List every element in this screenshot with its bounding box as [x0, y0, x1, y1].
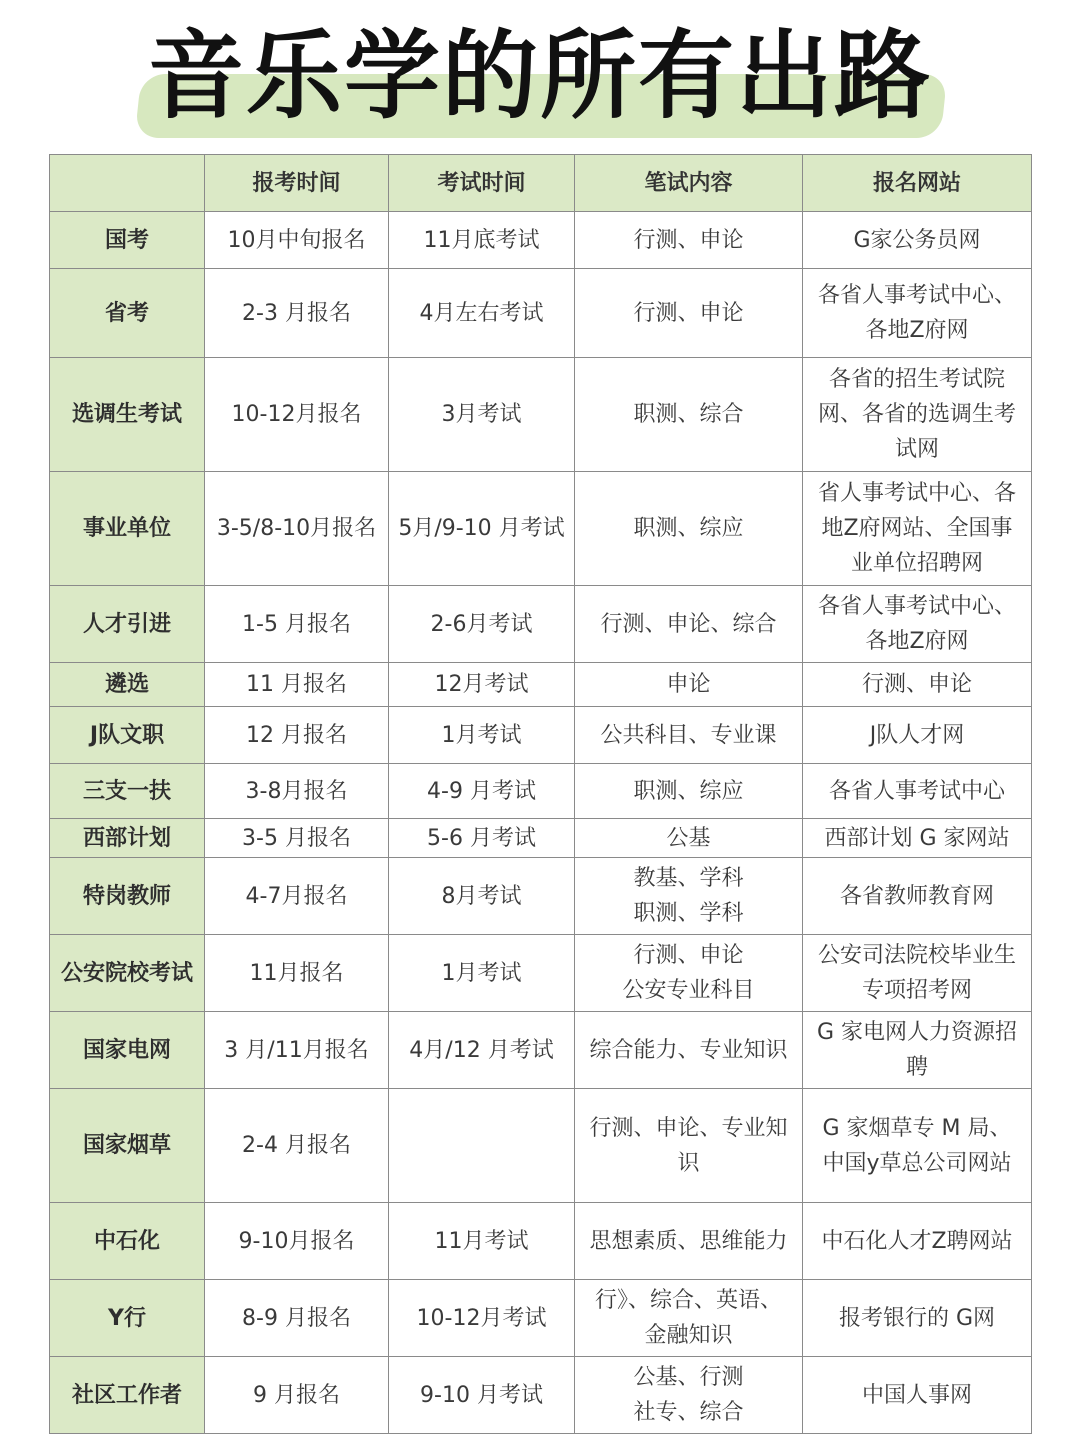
- cell-line: 各地Z府网: [865, 629, 969, 654]
- cell-line: 公基: [666, 825, 711, 851]
- cell-line: 职测、综应: [633, 516, 744, 541]
- cell-signup-site: [803, 858, 1032, 935]
- header-corner: [50, 155, 205, 212]
- cell-exam-time: 9-10 月考试: [389, 1357, 575, 1434]
- table-row: [50, 858, 1032, 935]
- cell-line: 各地Z府网: [865, 318, 969, 343]
- cell-written-content: [575, 663, 803, 707]
- cell-line: 中国y草总公司网站: [822, 1150, 1012, 1176]
- cell-exam-time: 12月考试: [389, 663, 575, 707]
- cell-line: 网、各省的选调生考: [817, 402, 1016, 427]
- table-row: [50, 212, 1032, 269]
- cell-written-content: [575, 707, 803, 764]
- cell-signup-site: [803, 935, 1032, 1012]
- cell-line: 公安专业科目: [622, 978, 755, 1003]
- row-category: 选调生考试: [50, 358, 205, 472]
- cell-exam-time: 1月考试: [389, 935, 575, 1012]
- page-title: 音乐学的所有出路: [148, 20, 932, 132]
- cell-exam-time: 1月考试: [389, 707, 575, 764]
- row-category: 遴选: [50, 663, 205, 707]
- cell-signup-time: 10-12月报名: [205, 358, 389, 472]
- cell-line: 行测、申论: [633, 300, 744, 326]
- cell-exam-time: 4月左右考试: [389, 269, 575, 358]
- header-signup-time: 报考时间: [205, 155, 389, 212]
- row-category: 公安院校考试: [50, 935, 205, 1012]
- table-row: [50, 358, 1032, 472]
- cell-line: 综合能力、专业知识: [589, 1037, 788, 1063]
- cell-exam-time: 4月/12 月考试: [389, 1012, 575, 1089]
- cell-line: 行测、申论: [633, 227, 744, 253]
- cell-signup-time: 3 月/11月报名: [205, 1012, 389, 1089]
- cell-line: 教基、学科: [633, 866, 744, 891]
- cell-written-content: [575, 935, 803, 1012]
- career-table: [49, 154, 1032, 1434]
- cell-signup-time: 9 月报名: [205, 1357, 389, 1434]
- row-category: 社区工作者: [50, 1357, 205, 1434]
- cell-signup-site: [803, 819, 1032, 858]
- cell-written-content: [575, 586, 803, 663]
- cell-written-content: [575, 819, 803, 858]
- table-row: [50, 1012, 1032, 1089]
- table-header-row: [50, 155, 1032, 212]
- row-category: Y行: [50, 1280, 205, 1357]
- table-row: [50, 819, 1032, 858]
- cell-written-content: [575, 764, 803, 819]
- table-row: [50, 707, 1032, 764]
- cell-line: 行测、申论、综合: [600, 611, 777, 637]
- cell-signup-site: [803, 212, 1032, 269]
- table-body: [50, 212, 1032, 1434]
- table-row: [50, 586, 1032, 663]
- cell-line: 业单位招聘网: [850, 551, 983, 576]
- header-signup-site: 报名网站: [803, 155, 1032, 212]
- row-category: 三支一扶: [50, 764, 205, 819]
- cell-signup-time: 9-10月报名: [205, 1203, 389, 1280]
- cell-line: 各省教师教育网: [839, 883, 994, 909]
- cell-signup-time: 8-9 月报名: [205, 1280, 389, 1357]
- cell-signup-time: 3-5/8-10月报名: [205, 472, 389, 586]
- row-category: 西部计划: [50, 819, 205, 858]
- cell-line: 识: [677, 1150, 700, 1176]
- row-category: 中石化: [50, 1203, 205, 1280]
- cell-line: G家公务员网: [853, 227, 981, 253]
- cell-line: J队人才网: [869, 722, 965, 748]
- table-row: [50, 935, 1032, 1012]
- cell-line: 西部计划 G 家网站: [824, 825, 1010, 851]
- cell-written-content: [575, 269, 803, 358]
- cell-line: 行测、申论: [861, 672, 972, 697]
- cell-written-content: [575, 358, 803, 472]
- cell-signup-site: [803, 358, 1032, 472]
- cell-line: 行测、申论、专业知: [589, 1115, 788, 1141]
- cell-written-content: [575, 1357, 803, 1434]
- cell-line: 中石化人才Z聘网站: [821, 1228, 1013, 1254]
- row-category: 省考: [50, 269, 205, 358]
- cell-signup-site: [803, 1203, 1032, 1280]
- row-category: 国家电网: [50, 1012, 205, 1089]
- cell-line: 公安司法院校毕业生: [817, 943, 1016, 968]
- cell-line: 各省人事考试中心、: [817, 283, 1016, 308]
- cell-line: 申论: [666, 672, 711, 697]
- cell-signup-time: 3-8月报名: [205, 764, 389, 819]
- cell-exam-time: 10-12月考试: [389, 1280, 575, 1357]
- table-row: [50, 472, 1032, 586]
- cell-line: 报考银行的 G网: [838, 1305, 996, 1331]
- cell-written-content: [575, 1012, 803, 1089]
- cell-written-content: [575, 1280, 803, 1357]
- cell-written-content: [575, 858, 803, 935]
- cell-written-content: [575, 1089, 803, 1203]
- cell-line: 职测、综应: [633, 778, 744, 804]
- cell-signup-time: 4-7月报名: [205, 858, 389, 935]
- row-category: J队文职: [50, 707, 205, 764]
- cell-signup-site: [803, 1012, 1032, 1089]
- cell-signup-site: [803, 1357, 1032, 1434]
- cell-line: 地Z府网站、全国事: [821, 516, 1013, 541]
- cell-signup-site: [803, 663, 1032, 707]
- cell-exam-time: 4-9 月考试: [389, 764, 575, 819]
- header-exam-time: 考试时间: [389, 155, 575, 212]
- cell-signup-site: [803, 764, 1032, 819]
- cell-line: 职测、学科: [633, 901, 744, 926]
- cell-exam-time: 5月/9-10 月考试: [389, 472, 575, 586]
- cell-line: G 家电网人力资源招: [816, 1020, 1018, 1045]
- title-banner: [0, 0, 1080, 150]
- row-category: 人才引进: [50, 586, 205, 663]
- table-row: [50, 1203, 1032, 1280]
- cell-line: 各省人事考试中心: [828, 778, 1005, 804]
- cell-line: 聘: [905, 1055, 928, 1080]
- cell-line: 各省人事考试中心、: [817, 594, 1016, 619]
- row-category: 国考: [50, 212, 205, 269]
- cell-signup-site: [803, 1089, 1032, 1203]
- cell-signup-site: [803, 269, 1032, 358]
- cell-signup-site: [803, 586, 1032, 663]
- cell-line: G 家烟草专 M 局、: [822, 1115, 1012, 1141]
- cell-signup-site: [803, 472, 1032, 586]
- cell-signup-site: [803, 707, 1032, 764]
- cell-signup-time: 10月中旬报名: [205, 212, 389, 269]
- table-row: [50, 1357, 1032, 1434]
- cell-signup-time: 1-5 月报名: [205, 586, 389, 663]
- row-category: 国家烟草: [50, 1089, 205, 1203]
- table-row: [50, 1280, 1032, 1357]
- cell-signup-time: 11 月报名: [205, 663, 389, 707]
- cell-signup-time: 11月报名: [205, 935, 389, 1012]
- cell-line: 公基、行测: [633, 1365, 744, 1390]
- header-written-content: 笔试内容: [575, 155, 803, 212]
- cell-signup-time: 12 月报名: [205, 707, 389, 764]
- cell-line: 行测、申论: [633, 943, 744, 968]
- cell-signup-time: 2-3 月报名: [205, 269, 389, 358]
- table-row: [50, 764, 1032, 819]
- cell-exam-time: 11月考试: [389, 1203, 575, 1280]
- cell-line: 公共科目、专业课: [600, 722, 777, 748]
- cell-exam-time: 2-6月考试: [389, 586, 575, 663]
- table-row: [50, 663, 1032, 707]
- cell-line: 中国人事网: [861, 1382, 972, 1408]
- cell-line: 专项招考网: [861, 978, 972, 1003]
- row-category: 特岗教师: [50, 858, 205, 935]
- cell-signup-site: [803, 1280, 1032, 1357]
- cell-line: 金融知识: [644, 1323, 733, 1348]
- cell-written-content: [575, 1203, 803, 1280]
- cell-exam-time: 11月底考试: [389, 212, 575, 269]
- cell-signup-time: 3-5 月报名: [205, 819, 389, 858]
- cell-line: 试网: [894, 437, 939, 462]
- cell-line: 省人事考试中心、各: [817, 481, 1016, 506]
- cell-exam-time: 3月考试: [389, 358, 575, 472]
- table-row: [50, 269, 1032, 358]
- cell-line: 职测、综合: [633, 402, 744, 427]
- cell-line: 思想素质、思维能力: [589, 1228, 788, 1254]
- cell-written-content: [575, 472, 803, 586]
- cell-line: 行》、综合、英语、: [594, 1288, 782, 1313]
- cell-exam-time: [389, 1089, 575, 1203]
- cell-exam-time: 5-6 月考试: [389, 819, 575, 858]
- cell-line: 社专、综合: [633, 1400, 744, 1425]
- table-row: [50, 1089, 1032, 1203]
- cell-signup-time: 2-4 月报名: [205, 1089, 389, 1203]
- cell-exam-time: 8月考试: [389, 858, 575, 935]
- row-category: 事业单位: [50, 472, 205, 586]
- cell-line: 各省的招生考试院: [828, 367, 1005, 392]
- cell-written-content: [575, 212, 803, 269]
